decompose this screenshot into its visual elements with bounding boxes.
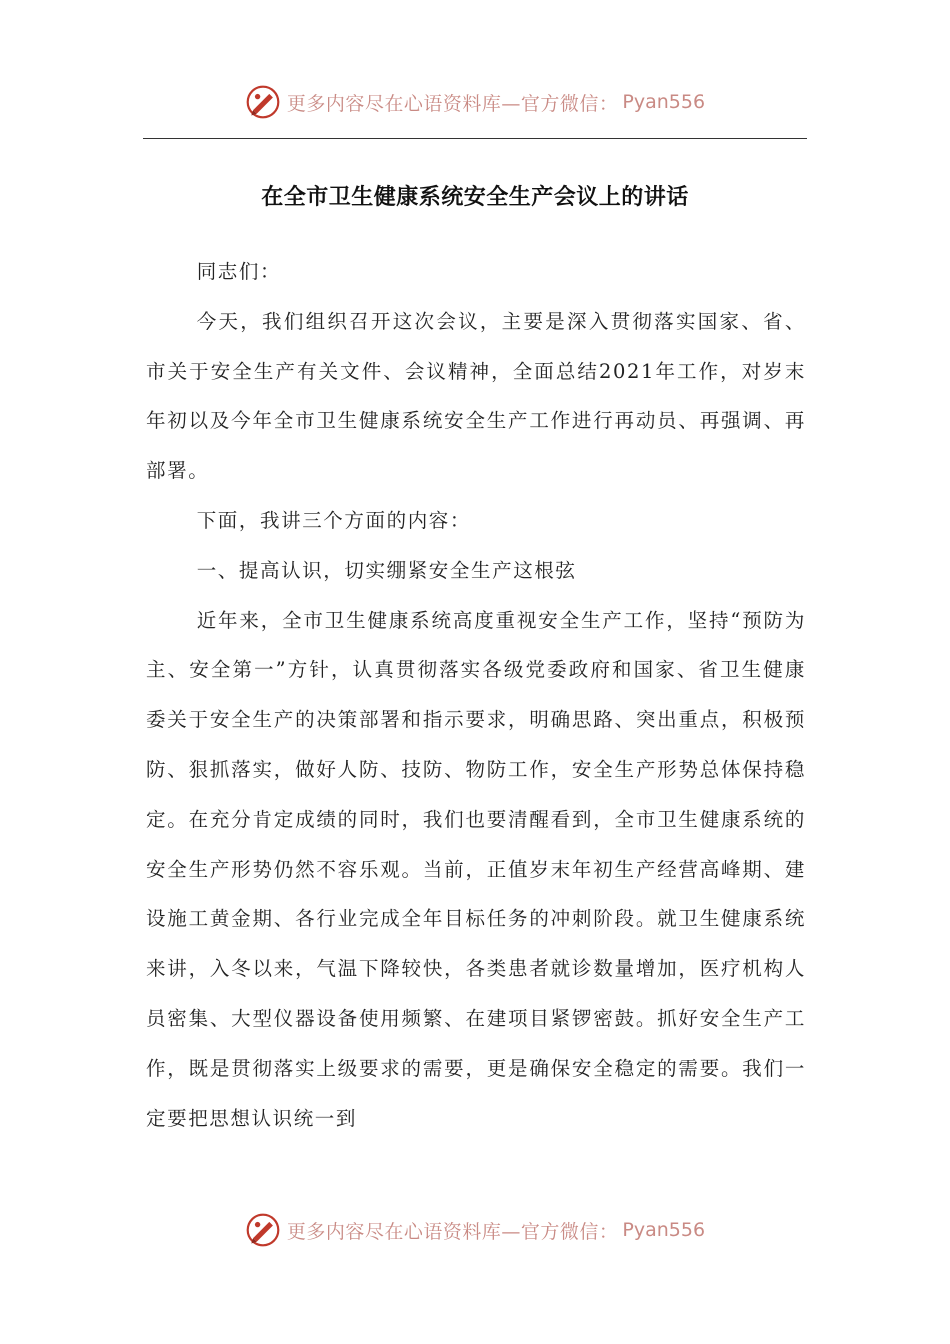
paragraph-intro: 今天，我们组织召开这次会议，主要是深入贯彻落实国家、省、市关于安全生产有关文件、会议精神，全面总结2021年工作，对岁末年初以及今年全市卫生健康系统安全生产工作进行再动员、再强调、再部署。	[146, 309, 806, 483]
watermark-id: Pyan556	[622, 1219, 706, 1241]
watermark-text: 更多内容尽在心语资料库—官方微信：	[286, 1220, 619, 1243]
section-heading-1: 一、提高认识，切实绷紧安全生产这根弦	[196, 558, 577, 582]
header-watermark	[0, 80, 950, 124]
paragraph-outline: 下面，我讲三个方面的内容：	[196, 508, 471, 532]
watermark-id: Pyan556	[622, 91, 706, 113]
paragraph-salutation: 同志们：	[196, 260, 282, 283]
watermark-text: 更多内容尽在心语资料库—官方微信：	[286, 92, 619, 115]
pen-logo-icon	[245, 84, 281, 120]
document-body	[146, 247, 806, 1143]
header-divider	[143, 138, 807, 139]
pen-logo-icon	[245, 1212, 281, 1248]
page-title: 在全市卫生健康系统安全生产会议上的讲话	[261, 185, 689, 210]
paragraph-body: 近年来，全市卫生健康系统高度重视安全生产工作，坚持“预防为主、安全第一”方针，认真贯彻落实各级党委政府和国家、省卫生健康委关于安全生产的决策部署和指示要求，明确思路、突出重点，积极预防、狠抓落实，做好人防、技防、物防工作，安全生产形势总体保持稳定。在充分肯定成绩的同时，我们也要清醒看到，全市卫生健康系统的安全生产形势仍然不容乐观。当前，正值岁末年初生产经营高峰期、建设施工黄金期、各行业完成全年目标任务的冲刺阶段。就卫生健康系统来讲，入冬以来，气温下降较快，各类患者就诊数量增加，医疗机构人员密集、大型仪器设备使用频繁、在建项目紧锣密鼓。抓好安全生产工作，既是贯彻落实上级要求的需要，更是确保安全稳定的需要。我们一定要把思想认识统一到	[146, 608, 806, 1130]
footer-watermark	[0, 1208, 950, 1252]
